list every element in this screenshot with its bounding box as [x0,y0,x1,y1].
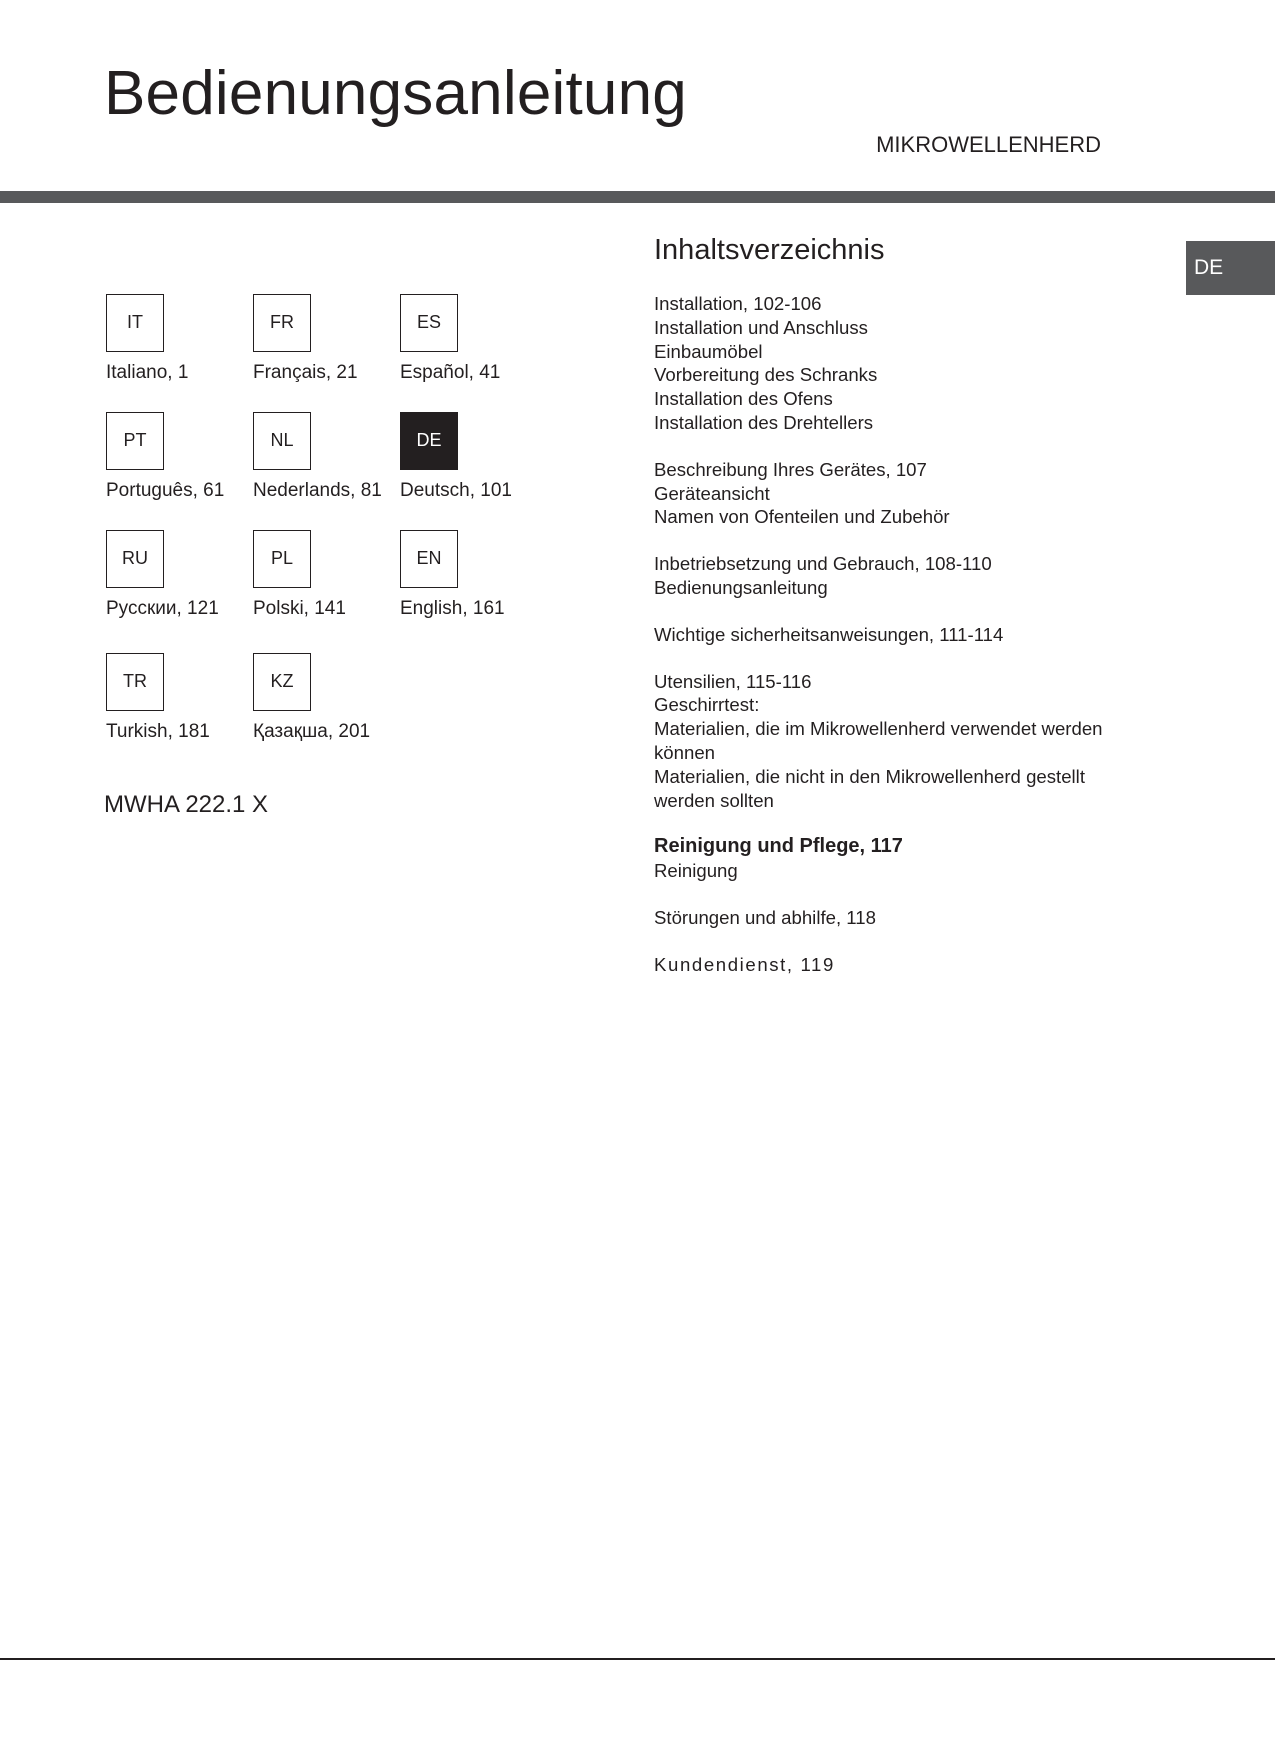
product-type: MIKROWELLENHERD [876,132,1101,157]
language-code-box[interactable]: NL [253,412,311,470]
language-item-tr[interactable] [106,653,256,743]
toc-section-heading[interactable]: Reinigung und Pflege, 117 [654,835,903,858]
toc-entry: Installation des Ofens [654,388,833,410]
language-code-box[interactable]: TR [106,653,164,711]
toc-section-heading[interactable]: Installation, 102-106 [654,293,822,314]
toc-entry: Geräteansicht [654,482,770,504]
language-label: Polski, 141 [253,598,346,619]
language-label: Қазақша, 201 [253,721,371,742]
toc-section [654,623,1134,647]
language-item-ru[interactable] [106,530,256,620]
language-code-box[interactable]: IT [106,294,164,352]
footer-divider [0,1658,1275,1660]
toc-title: Inhaltsverzeichnis [654,234,885,266]
language-label: Deutsch, 101 [400,480,512,501]
language-item-kz[interactable] [253,653,403,743]
toc-entry: können [654,741,716,763]
toc-entry: Einbaumöbel [654,340,763,362]
model-number: MWHA 222.1 X [104,791,269,818]
toc-section-heading[interactable]: Utensilien, 115-116 [654,670,812,692]
toc-entry: Materialien, die im Mikrowellenherd verwendet werden [654,718,1103,740]
language-label: Nederlands, 81 [253,480,382,501]
language-code-box[interactable]: FR [253,294,311,352]
language-label: Français, 21 [253,362,358,383]
toc-section-heading[interactable]: Kundendienst, 119 [654,953,835,975]
language-item-fr[interactable] [253,294,403,384]
language-item-pt[interactable] [106,412,256,502]
toc-entry: Bedienungsanleitung [654,576,828,598]
toc-section [654,906,1134,930]
toc-section-heading[interactable]: Beschreibung Ihres Gerätes, 107 [654,458,927,480]
toc-section [654,835,1134,883]
language-label: Italiano, 1 [106,362,189,383]
language-code-box[interactable]: KZ [253,653,311,711]
language-label: Português, 61 [106,480,225,501]
header-divider [0,191,1275,203]
toc-entry: Materialien, die nicht in den Mikrowellenherd gestellt [654,765,1085,787]
language-code-box[interactable]: ES [400,294,458,352]
toc-section [654,292,1134,435]
language-item-nl[interactable] [253,412,403,502]
toc-section-heading[interactable]: Inbetriebsetzung und Gebrauch, 108-110 [654,553,992,575]
toc-section [654,458,1134,529]
toc-entry: Installation und Anschluss [654,316,868,338]
toc-entry: Geschirrtest: [654,694,760,716]
language-code-box[interactable]: DE [400,412,458,470]
language-code-box[interactable]: PL [253,530,311,588]
document-title: Bedienungsanleitung [104,59,687,128]
language-item-en[interactable] [400,530,550,620]
toc-section [654,670,1134,813]
toc-section [654,552,1134,600]
language-item-pl[interactable] [253,530,403,620]
toc-section [654,953,1134,977]
table-of-contents [654,292,1134,1000]
toc-entry: Namen von Ofenteilen und Zubehör [654,506,950,528]
language-item-it[interactable] [106,294,256,384]
toc-entry: Vorbereitung des Schranks [654,364,878,386]
language-code-box[interactable]: EN [400,530,458,588]
language-label: English, 161 [400,598,505,619]
language-label: Русскии, 121 [106,598,219,619]
language-label: Turkish, 181 [106,721,210,742]
toc-section-heading[interactable]: Wichtige sicherheitsanweisungen, 111-114 [654,623,1004,645]
toc-entry: Reinigung [654,860,738,882]
toc-entry: Installation des Drehtellers [654,411,874,433]
language-label: Español, 41 [400,362,501,383]
language-item-es[interactable] [400,294,550,384]
toc-entry: werden sollten [654,789,774,811]
language-tab[interactable]: DE [1186,241,1275,295]
language-code-box[interactable]: PT [106,412,164,470]
language-code-box[interactable]: RU [106,530,164,588]
toc-section-heading[interactable]: Störungen und abhilfe, 118 [654,906,876,928]
language-item-de[interactable] [400,412,550,502]
